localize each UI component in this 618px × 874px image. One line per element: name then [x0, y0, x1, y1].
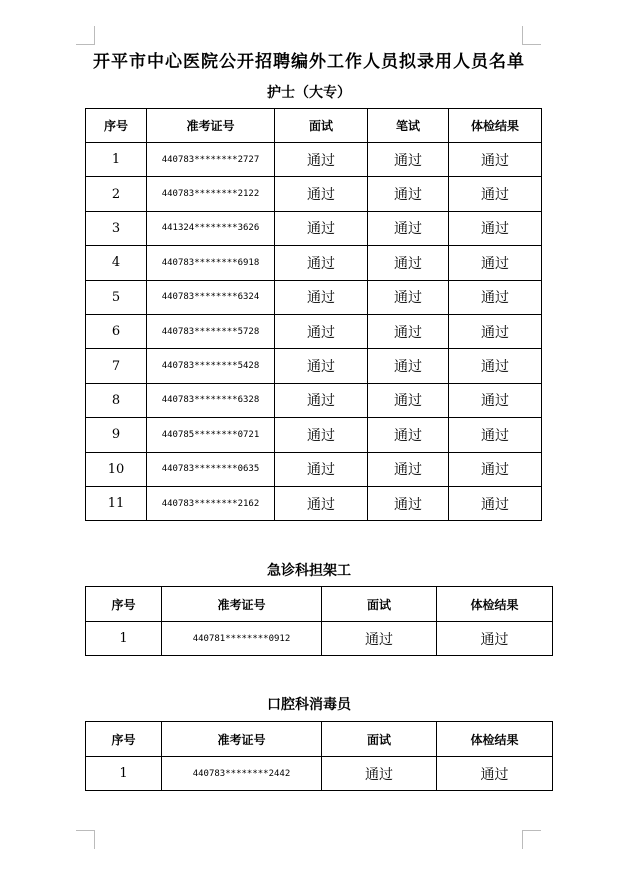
exam-id-cell: 440783********2442 [162, 757, 322, 791]
table-row [86, 280, 542, 314]
nurse-table [85, 108, 542, 521]
result-cell: 通过 [275, 452, 368, 486]
stretcher-table [85, 586, 553, 656]
result-cell: 通过 [275, 349, 368, 383]
table-row [86, 383, 542, 417]
exam-id-cell: 440783********2162 [147, 486, 275, 520]
result-cell: 通过 [275, 383, 368, 417]
row-number-cell: 10 [86, 452, 147, 486]
row-number-cell: 7 [86, 349, 147, 383]
exam-id-cell: 440781********0912 [162, 622, 322, 656]
table-row [86, 622, 553, 656]
result-cell: 通过 [275, 143, 368, 177]
column-header: 序号 [86, 109, 147, 143]
result-cell: 通过 [449, 418, 542, 452]
result-cell: 通过 [275, 486, 368, 520]
row-number-cell: 3 [86, 211, 147, 245]
result-cell: 通过 [449, 280, 542, 314]
page-corner-mark-bottom-right [522, 830, 541, 849]
result-cell: 通过 [437, 757, 553, 791]
result-cell: 通过 [449, 349, 542, 383]
result-cell: 通过 [368, 280, 449, 314]
result-cell: 通过 [322, 622, 437, 656]
table-row [86, 452, 542, 486]
exam-id-cell: 440783********2727 [147, 143, 275, 177]
column-header: 序号 [86, 587, 162, 622]
column-header: 笔试 [368, 109, 449, 143]
exam-id-cell: 440783********2122 [147, 177, 275, 211]
table-header-row [86, 109, 542, 143]
table-header-row [86, 722, 553, 757]
row-number-cell: 1 [86, 757, 162, 791]
column-header: 面试 [275, 109, 368, 143]
row-number-cell: 8 [86, 383, 147, 417]
column-header: 准考证号 [147, 109, 275, 143]
table-row [86, 486, 542, 520]
result-cell: 通过 [368, 246, 449, 280]
row-number-cell: 2 [86, 177, 147, 211]
column-header: 序号 [86, 722, 162, 757]
section-heading-nurse: 护士（大专） [267, 85, 351, 101]
row-number-cell: 6 [86, 314, 147, 348]
result-cell: 通过 [368, 486, 449, 520]
section-heading-disinfection: 口腔科消毒员 [267, 697, 351, 713]
column-header: 面试 [322, 722, 437, 757]
row-number-cell: 11 [86, 486, 147, 520]
page-corner-mark-top-left [76, 26, 95, 45]
table-header-row [86, 587, 553, 622]
row-number-cell: 5 [86, 280, 147, 314]
result-cell: 通过 [275, 177, 368, 211]
result-cell: 通过 [275, 314, 368, 348]
exam-id-cell: 440783********6918 [147, 246, 275, 280]
result-cell: 通过 [449, 211, 542, 245]
result-cell: 通过 [449, 246, 542, 280]
table-row [86, 314, 542, 348]
disinfection-table [85, 721, 553, 791]
result-cell: 通过 [275, 418, 368, 452]
table-row [86, 349, 542, 383]
table-row [86, 757, 553, 791]
column-header: 体检结果 [437, 587, 553, 622]
result-cell: 通过 [437, 622, 553, 656]
column-header: 面试 [322, 587, 437, 622]
exam-id-cell: 440783********6324 [147, 280, 275, 314]
result-cell: 通过 [449, 452, 542, 486]
page-corner-mark-bottom-left [76, 830, 95, 849]
result-cell: 通过 [449, 314, 542, 348]
column-header: 体检结果 [449, 109, 542, 143]
result-cell: 通过 [368, 452, 449, 486]
result-cell: 通过 [275, 246, 368, 280]
column-header: 体检结果 [437, 722, 553, 757]
result-cell: 通过 [449, 383, 542, 417]
result-cell: 通过 [449, 486, 542, 520]
page-corner-mark-top-right [522, 26, 541, 45]
table-row [86, 143, 542, 177]
result-cell: 通过 [449, 177, 542, 211]
exam-id-cell: 441324********3626 [147, 211, 275, 245]
row-number-cell: 9 [86, 418, 147, 452]
exam-id-cell: 440783********5728 [147, 314, 275, 348]
table-row [86, 246, 542, 280]
table-row [86, 177, 542, 211]
exam-id-cell: 440783********6328 [147, 383, 275, 417]
result-cell: 通过 [368, 349, 449, 383]
row-number-cell: 1 [86, 143, 147, 177]
row-number-cell: 1 [86, 622, 162, 656]
result-cell: 通过 [275, 280, 368, 314]
section-heading-stretcher: 急诊科担架工 [267, 563, 351, 579]
table-row [86, 418, 542, 452]
result-cell: 通过 [368, 177, 449, 211]
exam-id-cell: 440783********5428 [147, 349, 275, 383]
column-header: 准考证号 [162, 587, 322, 622]
exam-id-cell: 440783********0635 [147, 452, 275, 486]
result-cell: 通过 [322, 757, 437, 791]
result-cell: 通过 [368, 418, 449, 452]
result-cell: 通过 [368, 314, 449, 348]
exam-id-cell: 440785********0721 [147, 418, 275, 452]
result-cell: 通过 [449, 143, 542, 177]
row-number-cell: 4 [86, 246, 147, 280]
result-cell: 通过 [368, 211, 449, 245]
result-cell: 通过 [275, 211, 368, 245]
result-cell: 通过 [368, 383, 449, 417]
table-row [86, 211, 542, 245]
result-cell: 通过 [368, 143, 449, 177]
column-header: 准考证号 [162, 722, 322, 757]
document-title: 开平市中心医院公开招聘编外工作人员拟录用人员名单 [93, 52, 525, 72]
